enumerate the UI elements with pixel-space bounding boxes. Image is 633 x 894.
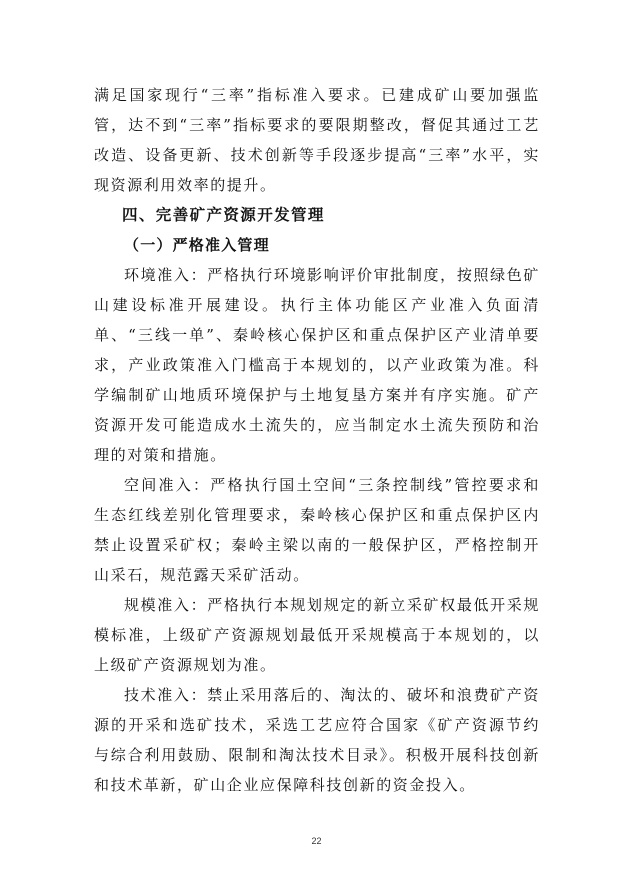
paragraph-spatial-access: 空间准入：严格执行国土空间“三条控制线”管控要求和生态红线差别化管理要求，秦岭核心保护区和重点保护区内禁止设置采矿权；秦岭主梁以南的一般保护区，严格控制开山采石，规范露天采矿活动。: [94, 476, 540, 584]
subsection-heading-1: （一）严格准入管理: [124, 236, 270, 254]
paragraph-technical-access: 技术准入：禁止采用落后的、淘汰的、破坏和浪费矿产资源的开采和选矿技术，采选工艺应符合国家《矿产资源节约与综合利用鼓励、限制和淘汰技术目录》。积极开展科技创新和技术革新，矿山企业应保障科技创新的资金投入。: [94, 686, 540, 794]
paragraph-three-rates-continuation: 满足国家现行“三率”指标准入要求。已建成矿山要加强监管，达不到“三率”指标要求的要限期整改，督促其通过工艺改造、设备更新、技术创新等手段逐步提高“三率”水平，实现资源利用效率的提升。: [94, 86, 540, 194]
section-heading-4: 四、完善矿产资源开发管理: [122, 206, 325, 224]
page-content: [94, 80, 540, 800]
page-number: 22: [311, 836, 322, 846]
paragraph-scale-access: 规模准入：严格执行本规划规定的新立采矿权最低开采规模标准，上级矿产资源规划最低开采规模高于本规划的，以上级矿产资源规划为准。: [94, 596, 540, 674]
paragraph-environmental-access: 环境准入：严格执行环境影响评价审批制度，按照绿色矿山建设标准开展建设。执行主体功能区产业准入负面清单、“三线一单”、秦岭核心保护区和重点保护区产业清单要求，产业政策准入门槛高于本规划的，以产业政策为准。科学编制矿山地质环境保护与土地复垦方案并有序实施。矿产资源开发可能造成水土流失的，应当制定水土流失预防和治理的对策和措施。: [94, 266, 540, 464]
